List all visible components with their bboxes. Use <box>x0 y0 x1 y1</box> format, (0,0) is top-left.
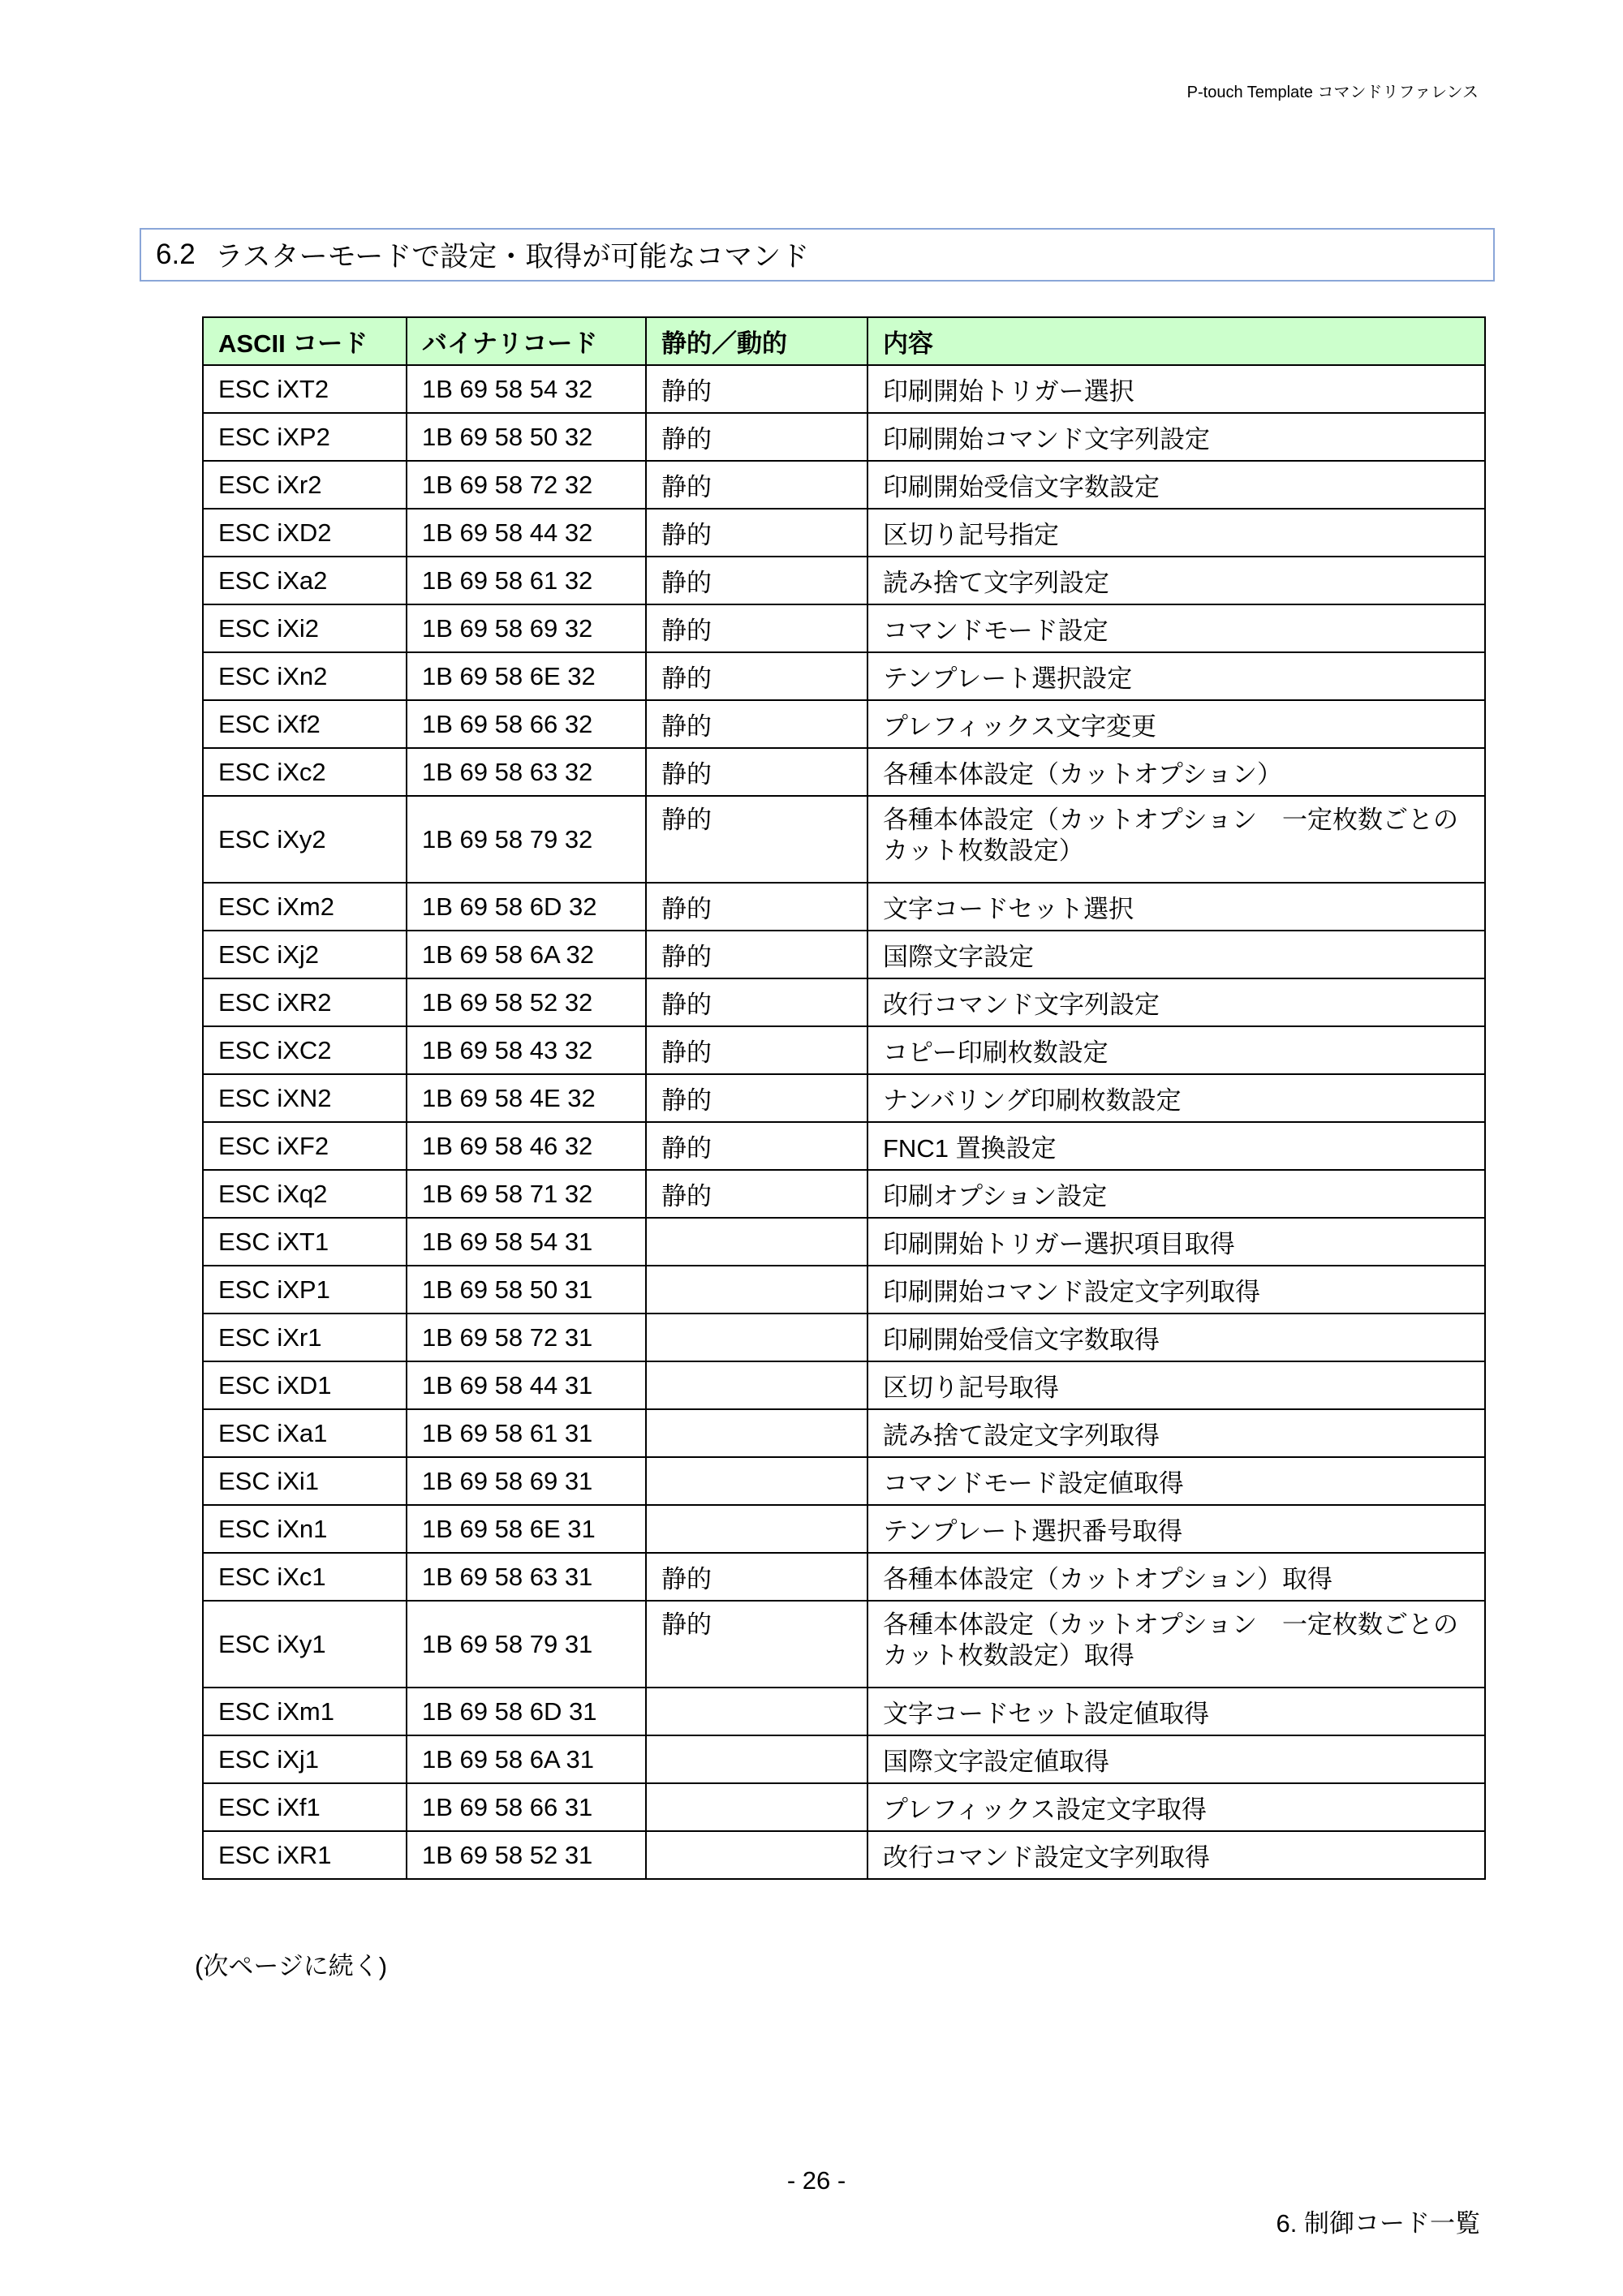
cell-ascii-code: ESC iXf2 <box>203 700 407 748</box>
cell-binary-code: 1B 69 58 52 31 <box>407 1831 646 1879</box>
cell-static-dynamic: 静的 <box>646 1074 867 1122</box>
chapter-footer: 6. 制御コード一覧 <box>1276 2209 1480 2238</box>
cell-static-dynamic: 静的 <box>646 748 867 796</box>
cell-ascii-code: ESC iXa1 <box>203 1409 407 1457</box>
table-row <box>203 1783 1485 1831</box>
cell-static-dynamic <box>646 1783 867 1831</box>
cell-description: FNC1 置換設定 <box>867 1122 1485 1170</box>
table-row <box>203 1457 1485 1505</box>
cell-binary-code: 1B 69 58 44 31 <box>407 1361 646 1409</box>
cell-ascii-code: ESC iXj2 <box>203 931 407 978</box>
cell-static-dynamic: 静的 <box>646 883 867 931</box>
table-row <box>203 1074 1485 1122</box>
cell-binary-code: 1B 69 58 50 31 <box>407 1266 646 1314</box>
cell-static-dynamic: 静的 <box>646 796 867 883</box>
table-row <box>203 1601 1485 1688</box>
cell-description: 読み捨て設定文字列取得 <box>867 1409 1485 1457</box>
cell-description: 各種本体設定（カットオプション）取得 <box>867 1553 1485 1601</box>
continued-note: (次ページに続く) <box>195 1952 388 1980</box>
command-table <box>202 316 1486 1880</box>
cell-description: 各種本体設定（カットオプション） <box>867 748 1485 796</box>
table-row <box>203 1831 1485 1879</box>
cell-static-dynamic: 静的 <box>646 557 867 604</box>
cell-binary-code: 1B 69 58 6A 32 <box>407 931 646 978</box>
cell-binary-code: 1B 69 58 6E 31 <box>407 1505 646 1553</box>
table-row <box>203 978 1485 1026</box>
column-header-ascii: ASCII コード <box>203 317 407 365</box>
cell-static-dynamic: 静的 <box>646 652 867 700</box>
table-row <box>203 1170 1485 1218</box>
cell-description: 改行コマンド設定文字列取得 <box>867 1831 1485 1879</box>
table-row <box>203 1735 1485 1783</box>
table-row <box>203 1266 1485 1314</box>
table-header-row <box>203 317 1485 365</box>
section-heading <box>140 228 1495 282</box>
table-row <box>203 700 1485 748</box>
cell-ascii-code: ESC iXn2 <box>203 652 407 700</box>
cell-static-dynamic: 静的 <box>646 1553 867 1601</box>
cell-ascii-code: ESC iXi2 <box>203 604 407 652</box>
cell-description: 改行コマンド文字列設定 <box>867 978 1485 1026</box>
cell-description: コマンドモード設定 <box>867 604 1485 652</box>
cell-static-dynamic: 静的 <box>646 1026 867 1074</box>
running-header: P-touch Template コマンドリファレンス <box>1186 84 1479 101</box>
table-row <box>203 1026 1485 1074</box>
cell-ascii-code: ESC iXD2 <box>203 509 407 557</box>
cell-description: 文字コードセット設定値取得 <box>867 1688 1485 1735</box>
cell-ascii-code: ESC iXF2 <box>203 1122 407 1170</box>
cell-static-dynamic: 静的 <box>646 931 867 978</box>
cell-description: 区切り記号取得 <box>867 1361 1485 1409</box>
cell-static-dynamic: 静的 <box>646 604 867 652</box>
page-number: - 26 - <box>786 2166 846 2195</box>
cell-description: ナンバリング印刷枚数設定 <box>867 1074 1485 1122</box>
cell-description: プレフィックス設定文字取得 <box>867 1783 1485 1831</box>
table-row <box>203 1505 1485 1553</box>
table-row <box>203 1361 1485 1409</box>
cell-binary-code: 1B 69 58 71 32 <box>407 1170 646 1218</box>
cell-ascii-code: ESC iXy1 <box>203 1601 407 1688</box>
table-row <box>203 604 1485 652</box>
cell-static-dynamic <box>646 1505 867 1553</box>
cell-ascii-code: ESC iXN2 <box>203 1074 407 1122</box>
cell-binary-code: 1B 69 58 6D 32 <box>407 883 646 931</box>
table-row <box>203 365 1485 413</box>
cell-ascii-code: ESC iXc2 <box>203 748 407 796</box>
cell-description: 印刷開始受信文字数取得 <box>867 1314 1485 1361</box>
cell-static-dynamic <box>646 1314 867 1361</box>
cell-binary-code: 1B 69 58 50 32 <box>407 413 646 461</box>
column-header-binary: バイナリコード <box>407 317 646 365</box>
cell-binary-code: 1B 69 58 66 31 <box>407 1783 646 1831</box>
column-header-type: 静的／動的 <box>646 317 867 365</box>
cell-description: プレフィックス文字変更 <box>867 700 1485 748</box>
cell-ascii-code: ESC iXj1 <box>203 1735 407 1783</box>
cell-static-dynamic <box>646 1735 867 1783</box>
cell-ascii-code: ESC iXm1 <box>203 1688 407 1735</box>
cell-description: 読み捨て文字列設定 <box>867 557 1485 604</box>
table-row <box>203 461 1485 509</box>
cell-binary-code: 1B 69 58 79 31 <box>407 1601 646 1688</box>
cell-ascii-code: ESC iXD1 <box>203 1361 407 1409</box>
table-row <box>203 1314 1485 1361</box>
cell-ascii-code: ESC iXr2 <box>203 461 407 509</box>
table-row <box>203 1409 1485 1457</box>
cell-binary-code: 1B 69 58 54 32 <box>407 365 646 413</box>
cell-static-dynamic: 静的 <box>646 413 867 461</box>
cell-description: コマンドモード設定値取得 <box>867 1457 1485 1505</box>
cell-ascii-code: ESC iXy2 <box>203 796 407 883</box>
cell-description: 印刷オプション設定 <box>867 1170 1485 1218</box>
table-row <box>203 652 1485 700</box>
table-row <box>203 1553 1485 1601</box>
cell-binary-code: 1B 69 58 52 32 <box>407 978 646 1026</box>
cell-ascii-code: ESC iXc1 <box>203 1553 407 1601</box>
cell-binary-code: 1B 69 58 61 32 <box>407 557 646 604</box>
cell-description: 印刷開始コマンド設定文字列取得 <box>867 1266 1485 1314</box>
cell-binary-code: 1B 69 58 54 31 <box>407 1218 646 1266</box>
cell-ascii-code: ESC iXP1 <box>203 1266 407 1314</box>
cell-static-dynamic: 静的 <box>646 700 867 748</box>
table-row <box>203 748 1485 796</box>
cell-binary-code: 1B 69 58 72 31 <box>407 1314 646 1361</box>
table-row <box>203 883 1485 931</box>
cell-binary-code: 1B 69 58 63 32 <box>407 748 646 796</box>
cell-description: 文字コードセット選択 <box>867 883 1485 931</box>
table-row <box>203 1688 1485 1735</box>
cell-description: 各種本体設定（カットオプション 一定枚数ごとのカット枚数設定） <box>867 796 1485 883</box>
cell-ascii-code: ESC iXT2 <box>203 365 407 413</box>
cell-description: コピー印刷枚数設定 <box>867 1026 1485 1074</box>
cell-description: テンプレート選択設定 <box>867 652 1485 700</box>
cell-ascii-code: ESC iXf1 <box>203 1783 407 1831</box>
cell-description: 印刷開始受信文字数設定 <box>867 461 1485 509</box>
cell-binary-code: 1B 69 58 6A 31 <box>407 1735 646 1783</box>
cell-ascii-code: ESC iXR1 <box>203 1831 407 1879</box>
cell-description: 国際文字設定 <box>867 931 1485 978</box>
column-header-description: 内容 <box>867 317 1485 365</box>
cell-static-dynamic <box>646 1457 867 1505</box>
cell-ascii-code: ESC iXP2 <box>203 413 407 461</box>
table-row <box>203 1218 1485 1266</box>
cell-binary-code: 1B 69 58 63 31 <box>407 1553 646 1601</box>
cell-binary-code: 1B 69 58 43 32 <box>407 1026 646 1074</box>
table-row <box>203 1122 1485 1170</box>
cell-binary-code: 1B 69 58 6E 32 <box>407 652 646 700</box>
cell-binary-code: 1B 69 58 44 32 <box>407 509 646 557</box>
cell-static-dynamic: 静的 <box>646 365 867 413</box>
cell-binary-code: 1B 69 58 69 31 <box>407 1457 646 1505</box>
cell-description: 印刷開始トリガー選択 <box>867 365 1485 413</box>
cell-description: 区切り記号指定 <box>867 509 1485 557</box>
cell-ascii-code: ESC iXa2 <box>203 557 407 604</box>
cell-description: テンプレート選択番号取得 <box>867 1505 1485 1553</box>
cell-static-dynamic: 静的 <box>646 1601 867 1688</box>
cell-binary-code: 1B 69 58 66 32 <box>407 700 646 748</box>
cell-ascii-code: ESC iXC2 <box>203 1026 407 1074</box>
table-row <box>203 796 1485 883</box>
cell-binary-code: 1B 69 58 69 32 <box>407 604 646 652</box>
cell-description: 国際文字設定値取得 <box>867 1735 1485 1783</box>
cell-static-dynamic <box>646 1409 867 1457</box>
cell-ascii-code: ESC iXi1 <box>203 1457 407 1505</box>
cell-binary-code: 1B 69 58 4E 32 <box>407 1074 646 1122</box>
cell-static-dynamic <box>646 1688 867 1735</box>
cell-static-dynamic: 静的 <box>646 1170 867 1218</box>
cell-static-dynamic: 静的 <box>646 509 867 557</box>
table-row <box>203 413 1485 461</box>
cell-binary-code: 1B 69 58 72 32 <box>407 461 646 509</box>
cell-binary-code: 1B 69 58 61 31 <box>407 1409 646 1457</box>
table-body <box>203 365 1485 1879</box>
cell-description: 印刷開始トリガー選択項目取得 <box>867 1218 1485 1266</box>
section-number: 6.2 <box>156 239 196 270</box>
cell-ascii-code: ESC iXr1 <box>203 1314 407 1361</box>
cell-binary-code: 1B 69 58 46 32 <box>407 1122 646 1170</box>
section-title: ラスターモードで設定・取得が可能なコマンド <box>214 241 810 273</box>
cell-ascii-code: ESC iXn1 <box>203 1505 407 1553</box>
table-row <box>203 931 1485 978</box>
cell-static-dynamic <box>646 1361 867 1409</box>
cell-description: 印刷開始コマンド文字列設定 <box>867 413 1485 461</box>
cell-ascii-code: ESC iXq2 <box>203 1170 407 1218</box>
cell-ascii-code: ESC iXR2 <box>203 978 407 1026</box>
cell-static-dynamic: 静的 <box>646 978 867 1026</box>
cell-static-dynamic <box>646 1266 867 1314</box>
table-row <box>203 557 1485 604</box>
table-row <box>203 509 1485 557</box>
cell-ascii-code: ESC iXT1 <box>203 1218 407 1266</box>
cell-static-dynamic <box>646 1831 867 1879</box>
cell-static-dynamic: 静的 <box>646 461 867 509</box>
cell-description: 各種本体設定（カットオプション 一定枚数ごとのカット枚数設定）取得 <box>867 1601 1485 1688</box>
cell-static-dynamic <box>646 1218 867 1266</box>
cell-binary-code: 1B 69 58 6D 31 <box>407 1688 646 1735</box>
cell-ascii-code: ESC iXm2 <box>203 883 407 931</box>
cell-binary-code: 1B 69 58 79 32 <box>407 796 646 883</box>
cell-static-dynamic: 静的 <box>646 1122 867 1170</box>
